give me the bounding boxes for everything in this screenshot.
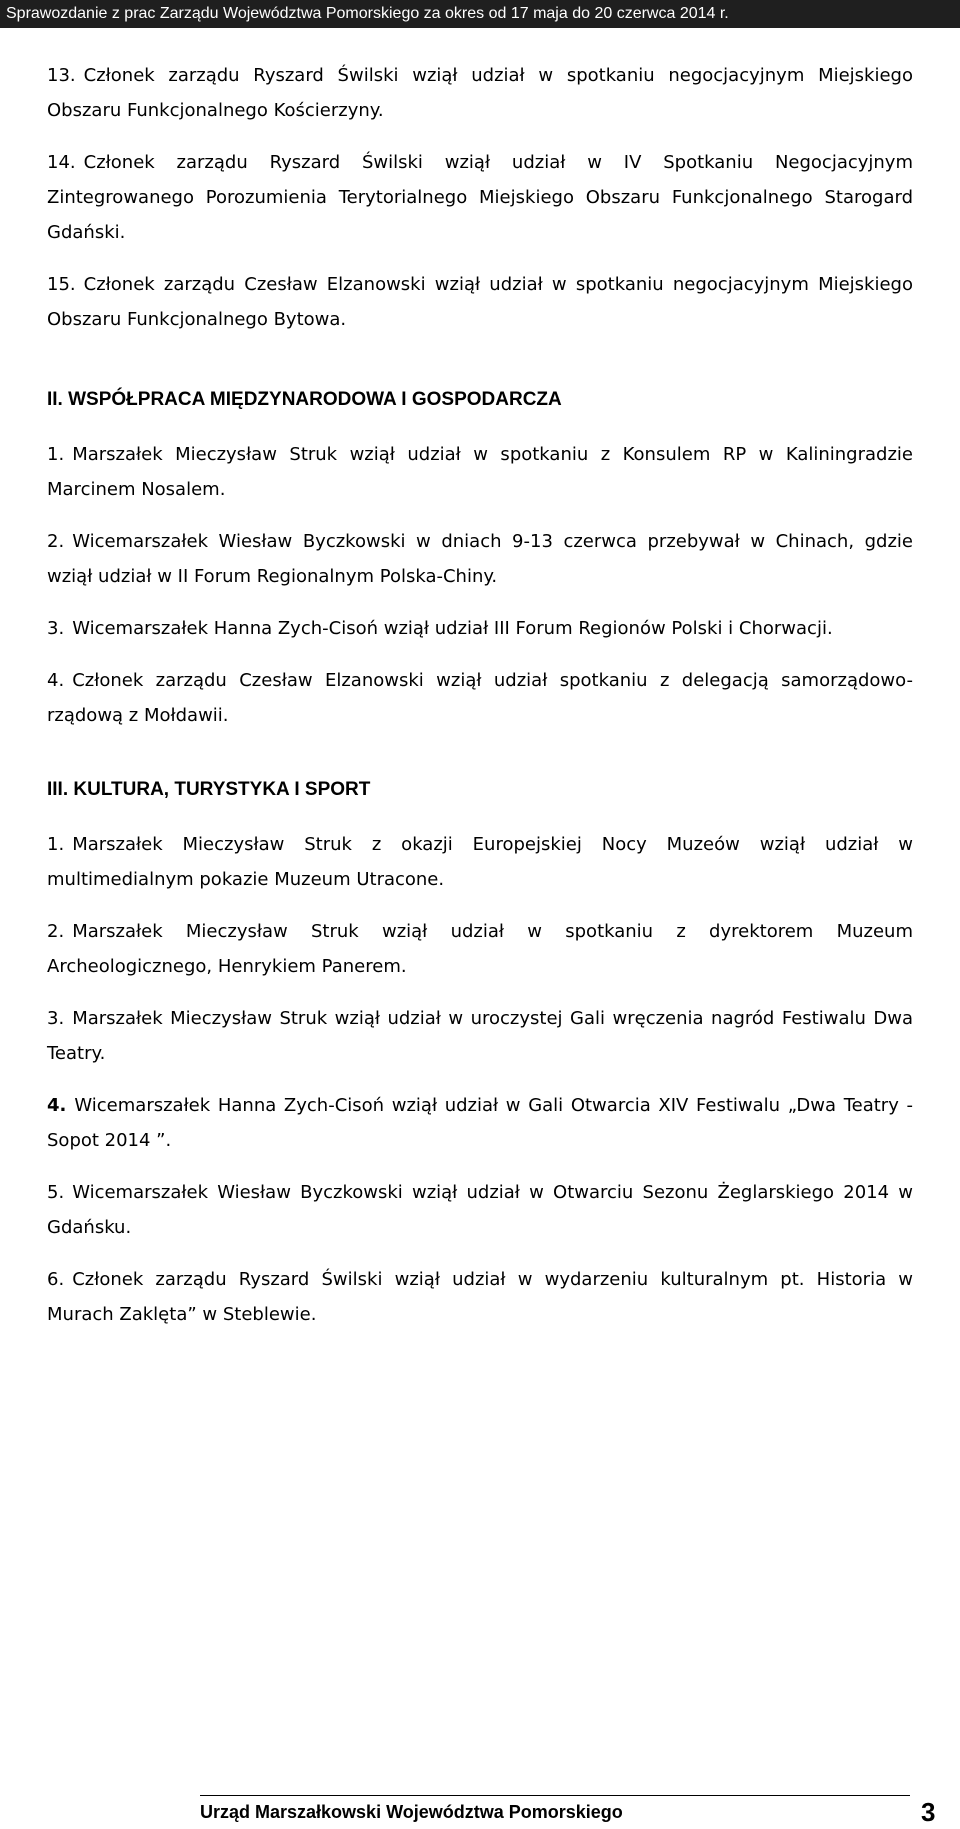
list-item [47,524,913,594]
running-header [0,0,960,28]
list-item [47,611,913,646]
item-number: 13. [47,65,76,86]
item-number: 2. [47,531,65,552]
item-number: 1. [47,834,65,855]
list-item [47,267,913,337]
item-text: Członek zarządu Ryszard Świlski wziął udział w spotkaniu negocjacyjnym Miejskiego Obszaru Funkcjonalnego Kościerzyny. [47,65,913,121]
running-header-title: Sprawozdanie z prac Zarządu Województwa Pomorskiego za okres od 17 maja do 20 czerwca 2014 r. [6,5,729,22]
item-number: 6. [47,1269,65,1290]
document-body [47,58,913,1349]
list-item [47,1088,913,1158]
list-item [47,1001,913,1071]
item-number: 5. [47,1182,65,1203]
continued-list [47,58,913,337]
item-text: Marszałek Mieczysław Struk wziął udział w spotkaniu z Konsulem RP w Kaliningradzie Marcinem Nosalem. [47,444,913,500]
list-item [47,58,913,128]
list-item [47,827,913,897]
item-text: Członek zarządu Czesław Elzanowski wziął udział spotkaniu z delegacją samorządowo-rządową z Mołdawii. [47,670,913,726]
list-item [47,145,913,250]
item-text: Wicemarszałek Wiesław Byczkowski w dniach 9-13 czerwca przebywał w Chinach, gdzie wziął udział w II Forum Regionalnym Polska-Chiny. [47,531,913,587]
item-text: Członek zarządu Ryszard Świlski wziął udział w wydarzeniu kulturalnym pt. Historia w Murach Zaklęta” w Steblewie. [47,1269,913,1325]
section-international-list [47,437,913,733]
list-item [47,663,913,733]
section-heading-culture: III. KULTURA, TURYSTYKA I SPORT [47,779,371,800]
section-heading-international: II. WSPÓŁPRACA MIĘDZYNARODOWA I GOSPODARCZA [47,389,562,410]
item-text: Członek zarządu Ryszard Świlski wziął udział w IV Spotkaniu Negocjacyjnym Zintegrowanego Porozumienia Terytorialnego Miejskiego Obszaru Funkcjonalnego Starogard Gdański. [47,152,913,243]
item-number: 4. [47,1095,67,1116]
list-item [47,1262,913,1332]
item-text: Członek zarządu Czesław Elzanowski wziął udział w spotkaniu negocjacyjnym Miejskiego Obszaru Funkcjonalnego Bytowa. [47,274,913,330]
list-item [47,914,913,984]
footer-institution: Urząd Marszałkowski Województwa Pomorskiego [200,1802,623,1822]
item-text: Wicemarszałek Hanna Zych-Cisoń wziął udział w Gali Otwarcia XIV Festiwalu „Dwa Teatry - Sopot 2014 ”. [47,1095,913,1151]
item-number: 14. [47,152,76,173]
item-number: 15. [47,274,76,295]
item-number: 4. [47,670,65,691]
list-item [47,437,913,507]
item-text: Marszałek Mieczysław Struk z okazji Europejskiej Nocy Muzeów wziął udział w multimedialnym pokazie Muzeum Utracone. [47,834,913,890]
item-text: Wicemarszałek Hanna Zych-Cisoń wziął udział III Forum Regionów Polski i Chorwacji. [72,618,833,639]
item-text: Marszałek Mieczysław Struk wziął udział w uroczystej Gali wręczenia nagród Festiwalu Dwa Teatry. [47,1008,913,1064]
item-number: 1. [47,444,65,465]
item-text: Wicemarszałek Wiesław Byczkowski wziął udział w Otwarciu Sezonu Żeglarskiego 2014 w Gdańsku. [47,1182,913,1238]
item-number: 3. [47,1008,65,1029]
footer-divider [200,1795,910,1796]
item-number: 2. [47,921,65,942]
page-number: 3 [921,1797,936,1827]
item-number: 3. [47,618,65,639]
section-culture-list [47,827,913,1332]
list-item [47,1175,913,1245]
item-text: Marszałek Mieczysław Struk wziął udział w spotkaniu z dyrektorem Muzeum Archeologicznego, Henrykiem Panerem. [47,921,913,977]
